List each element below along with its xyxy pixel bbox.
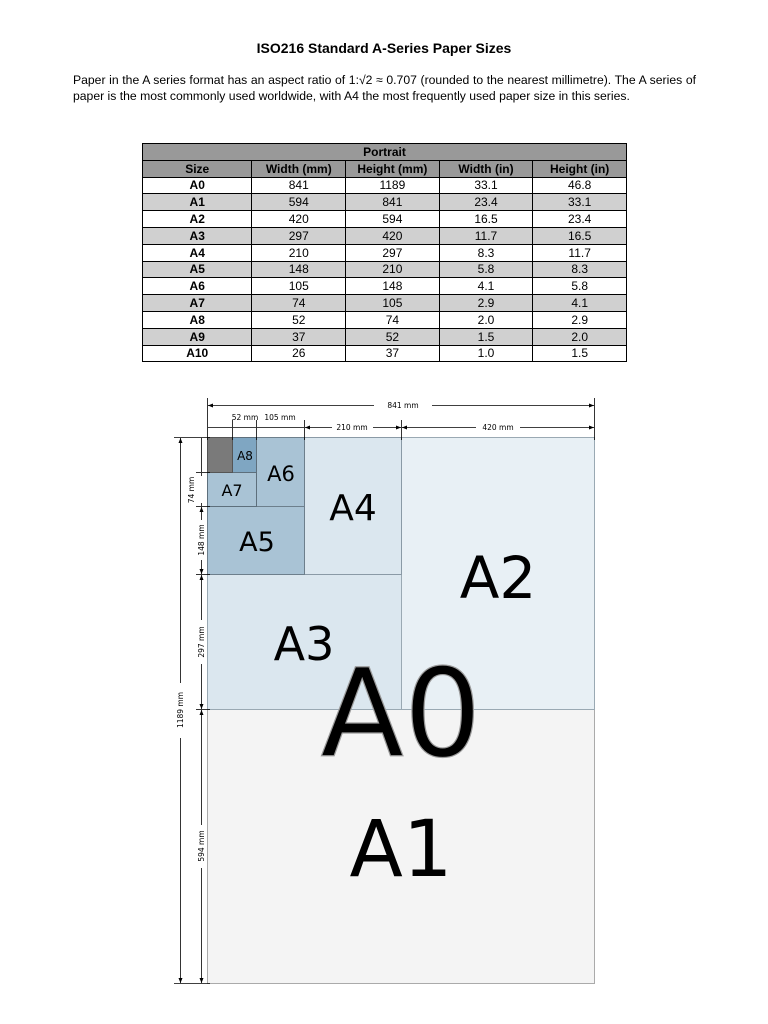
size-cell: A7 [143, 295, 252, 312]
value-cell: 1.5 [439, 328, 533, 345]
value-cell: 594 [346, 211, 440, 228]
value-cell: 1189 [346, 177, 440, 194]
a0-label: A0 [320, 643, 482, 785]
value-cell: 52 [252, 311, 346, 328]
value-cell: 105 [346, 295, 440, 312]
value-cell: 210 [252, 244, 346, 261]
a3-label: A3 [273, 617, 335, 671]
table-group-header: Portrait [143, 144, 627, 161]
column-header-height-mm: Height (mm) [346, 160, 440, 177]
size-cell: A6 [143, 278, 252, 295]
value-cell: 26 [252, 345, 346, 362]
a2-label: A2 [459, 544, 537, 612]
dim-1189mm: 1189 mm [176, 691, 185, 729]
value-cell: 37 [252, 328, 346, 345]
value-cell: 11.7 [439, 227, 533, 244]
value-cell: 74 [252, 295, 346, 312]
size-cell: A10 [143, 345, 252, 362]
intro-paragraph: Paper in the A series format has an aspect ratio of 1:√2 ≈ 0.707 (rounded to the nearest millimetre). The A series of paper is the most commonly used worldwide, with A4 the most frequently used paper size in this series. [73, 73, 696, 103]
dim-148mm: 148 mm [197, 524, 206, 556]
size-cell: A1 [143, 194, 252, 211]
a4-label: A4 [329, 488, 377, 529]
value-cell: 33.1 [439, 177, 533, 194]
value-cell: 33.1 [533, 194, 627, 211]
dim-74mm: 74 mm [187, 476, 196, 504]
value-cell: 16.5 [533, 227, 627, 244]
value-cell: 148 [346, 278, 440, 295]
value-cell: 1.0 [439, 345, 533, 362]
value-cell: 11.7 [533, 244, 627, 261]
a7-label: A7 [221, 481, 243, 500]
value-cell: 1.5 [533, 345, 627, 362]
value-cell: 420 [252, 211, 346, 228]
dim-420mm: 420 mm [482, 423, 514, 432]
size-cell: A5 [143, 261, 252, 278]
value-cell: 5.8 [533, 278, 627, 295]
page-title: ISO216 Standard A-Series Paper Sizes [256, 40, 512, 56]
value-cell: 2.0 [533, 328, 627, 345]
value-cell: 23.4 [439, 194, 533, 211]
value-cell: 2.9 [533, 311, 627, 328]
value-cell: 841 [346, 194, 440, 211]
dim-52mm: 52 mm [231, 413, 259, 422]
size-cell: A8 [143, 311, 252, 328]
a9-region [208, 438, 233, 473]
value-cell: 5.8 [439, 261, 533, 278]
value-cell: 8.3 [439, 244, 533, 261]
a8-label: A8 [237, 449, 253, 463]
value-cell: 4.1 [439, 278, 533, 295]
size-cell: A0 [143, 177, 252, 194]
dim-210mm: 210 mm [336, 423, 368, 432]
value-cell: 46.8 [533, 177, 627, 194]
column-header-width-mm: Width (mm) [252, 160, 346, 177]
value-cell: 4.1 [533, 295, 627, 312]
a1-label: A1 [349, 805, 453, 895]
value-cell: 210 [346, 261, 440, 278]
value-cell: 74 [346, 311, 440, 328]
value-cell: 420 [346, 227, 440, 244]
value-cell: 8.3 [533, 261, 627, 278]
value-cell: 105 [252, 278, 346, 295]
column-header-height-in: Height (in) [533, 160, 627, 177]
value-cell: 841 [252, 177, 346, 194]
value-cell: 52 [346, 328, 440, 345]
value-cell: 594 [252, 194, 346, 211]
value-cell: 297 [346, 244, 440, 261]
dim-297mm: 297 mm [197, 626, 206, 658]
dim-105mm: 105 mm [264, 413, 296, 422]
column-header-width-in: Width (in) [439, 160, 533, 177]
value-cell: 148 [252, 261, 346, 278]
a6-label: A6 [267, 462, 295, 486]
value-cell: 16.5 [439, 211, 533, 228]
a5-label: A5 [239, 527, 275, 558]
value-cell: 2.0 [439, 311, 533, 328]
dim-841mm: 841 mm [387, 401, 419, 410]
value-cell: 37 [346, 345, 440, 362]
size-cell: A2 [143, 211, 252, 228]
value-cell: 2.9 [439, 295, 533, 312]
dim-594mm: 594 mm [197, 830, 206, 862]
value-cell: 297 [252, 227, 346, 244]
column-header-size: Size [143, 160, 252, 177]
value-cell: 23.4 [533, 211, 627, 228]
size-cell: A4 [143, 244, 252, 261]
size-cell: A3 [143, 227, 252, 244]
size-cell: A9 [143, 328, 252, 345]
